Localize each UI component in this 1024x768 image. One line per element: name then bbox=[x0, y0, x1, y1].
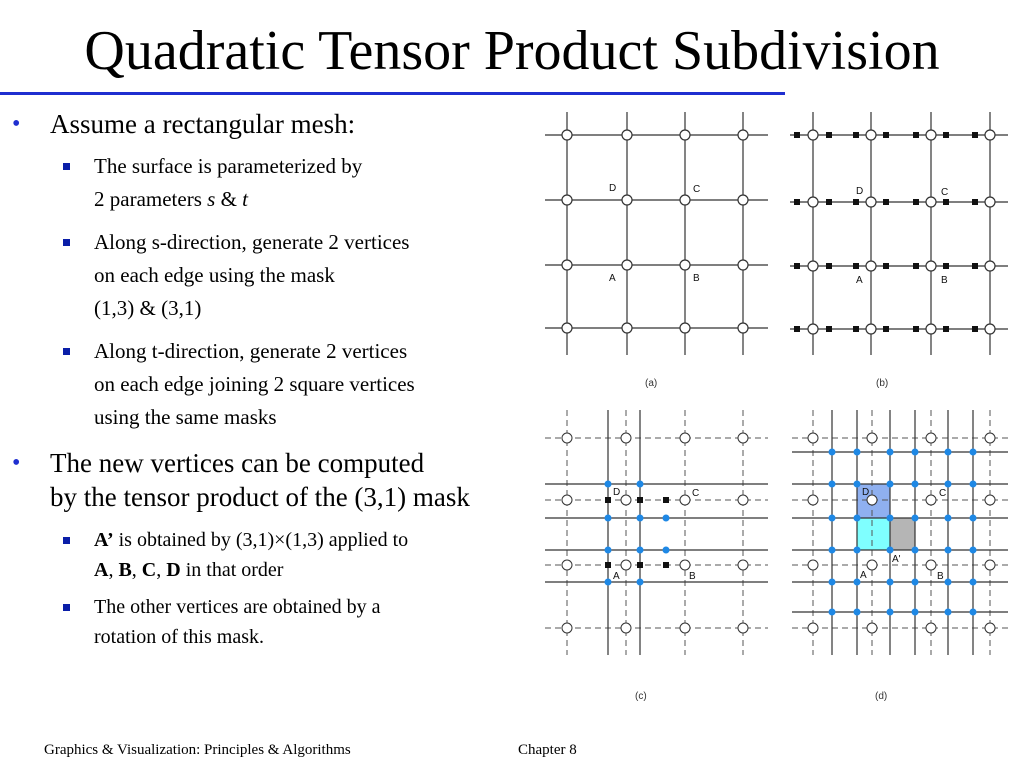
bullet-text: Assume a rectangular mesh: bbox=[50, 109, 356, 139]
square-bullet-icon bbox=[63, 604, 70, 611]
sub-bullet-a-prime bbox=[94, 525, 408, 585]
vertex-label-a: A bbox=[860, 570, 867, 581]
square-bullet-icon bbox=[63, 348, 70, 355]
old-vertices bbox=[562, 433, 748, 633]
square-bullet-icon bbox=[63, 239, 70, 246]
vertex-label-b: B bbox=[689, 571, 696, 582]
vertex-label-a: A bbox=[613, 571, 620, 582]
sub-bullet-parameterized bbox=[94, 150, 362, 216]
vertex-label-a: A bbox=[856, 275, 863, 286]
grid-lines bbox=[790, 112, 1008, 355]
square-bullet-icon bbox=[63, 163, 70, 170]
param-s: s bbox=[207, 187, 216, 211]
bullet-new-vertices bbox=[12, 446, 470, 514]
bullet-assume-mesh bbox=[12, 107, 356, 141]
sub-bullet-line: on each edge using the mask bbox=[94, 263, 335, 287]
vertex-label-a-prime: A' bbox=[892, 554, 901, 565]
sub-bullet-line: Along t-direction, generate 2 vertices bbox=[94, 339, 408, 363]
panel-d bbox=[792, 410, 1008, 702]
panel-b bbox=[790, 112, 1008, 389]
caption-d: (d) bbox=[875, 691, 888, 702]
sub-bullet-line: A’ is obtained by (3,1)×(1,3) applied to bbox=[94, 529, 409, 551]
control-vertices bbox=[808, 130, 995, 334]
vertex-label-a: A bbox=[609, 273, 616, 284]
vertex-label-c: C bbox=[693, 184, 701, 195]
footer-chapter: Chapter 8 bbox=[518, 742, 577, 758]
vertex-label-d: D bbox=[862, 487, 870, 498]
sub-bullet-line: The surface is parameterized by bbox=[94, 154, 363, 178]
vertex-label-b: B bbox=[693, 273, 700, 284]
sub-bullet-line: rotation of this mask. bbox=[94, 626, 264, 648]
vertex-label-d: D bbox=[613, 487, 621, 498]
sub-bullet-line: A, B, C, D in that order bbox=[94, 559, 284, 581]
sub-bullet-line: 2 parameters s & t bbox=[94, 187, 248, 211]
bullet-text: The new vertices can be computed bbox=[50, 448, 425, 478]
old-grid-dashed bbox=[545, 410, 768, 655]
vertex-label-c: C bbox=[692, 488, 700, 499]
new-grid-lines bbox=[545, 410, 768, 655]
caption-b: (b) bbox=[876, 378, 889, 389]
panel-c bbox=[545, 410, 768, 702]
slide-title: Quadratic Tensor Product Subdivision bbox=[84, 20, 940, 82]
sub-bullet-line: on each edge joining 2 square vertices bbox=[94, 372, 415, 396]
sub-bullet-rotation bbox=[94, 592, 381, 652]
face-gray bbox=[890, 518, 915, 550]
sub-bullet-line: The other vertices are obtained by a bbox=[94, 596, 381, 618]
a-prime-label: A’ bbox=[94, 529, 114, 551]
square-bullet-icon bbox=[63, 537, 70, 544]
grid-lines bbox=[545, 112, 768, 355]
bullet-dot-icon: • bbox=[12, 450, 21, 476]
face-cyan bbox=[857, 518, 890, 550]
vertex-label-d: D bbox=[609, 183, 617, 194]
vertex-label-c: C bbox=[939, 488, 947, 499]
bullet-dot-icon: • bbox=[12, 111, 21, 137]
s-direction-new-vertices bbox=[794, 132, 978, 332]
control-vertices bbox=[562, 130, 748, 333]
footer-book-title: Graphics & Visualization: Principles & Algorithms bbox=[44, 742, 351, 758]
subdivision-figure bbox=[540, 100, 1024, 710]
sub-bullet-line: (1,3) & (3,1) bbox=[94, 296, 202, 320]
vertex-label-c: C bbox=[941, 187, 949, 198]
sub-bullet-line: using the same masks bbox=[94, 405, 277, 429]
s-direction-new-vertices bbox=[605, 497, 669, 568]
vertex-label-b: B bbox=[937, 571, 944, 582]
vertex-label-d: D bbox=[856, 186, 864, 197]
vertex-label-b: B bbox=[941, 275, 948, 286]
caption-c: (c) bbox=[635, 691, 647, 702]
param-t: t bbox=[242, 187, 248, 211]
panel-a bbox=[545, 112, 768, 389]
sub-bullet-t-direction bbox=[94, 335, 415, 434]
bullet-text: by the tensor product of the (3,1) mask bbox=[50, 482, 470, 512]
sub-bullet-s-direction bbox=[94, 226, 409, 325]
sub-bullet-line: Along s-direction, generate 2 vertices bbox=[94, 230, 410, 254]
caption-a: (a) bbox=[645, 378, 658, 389]
